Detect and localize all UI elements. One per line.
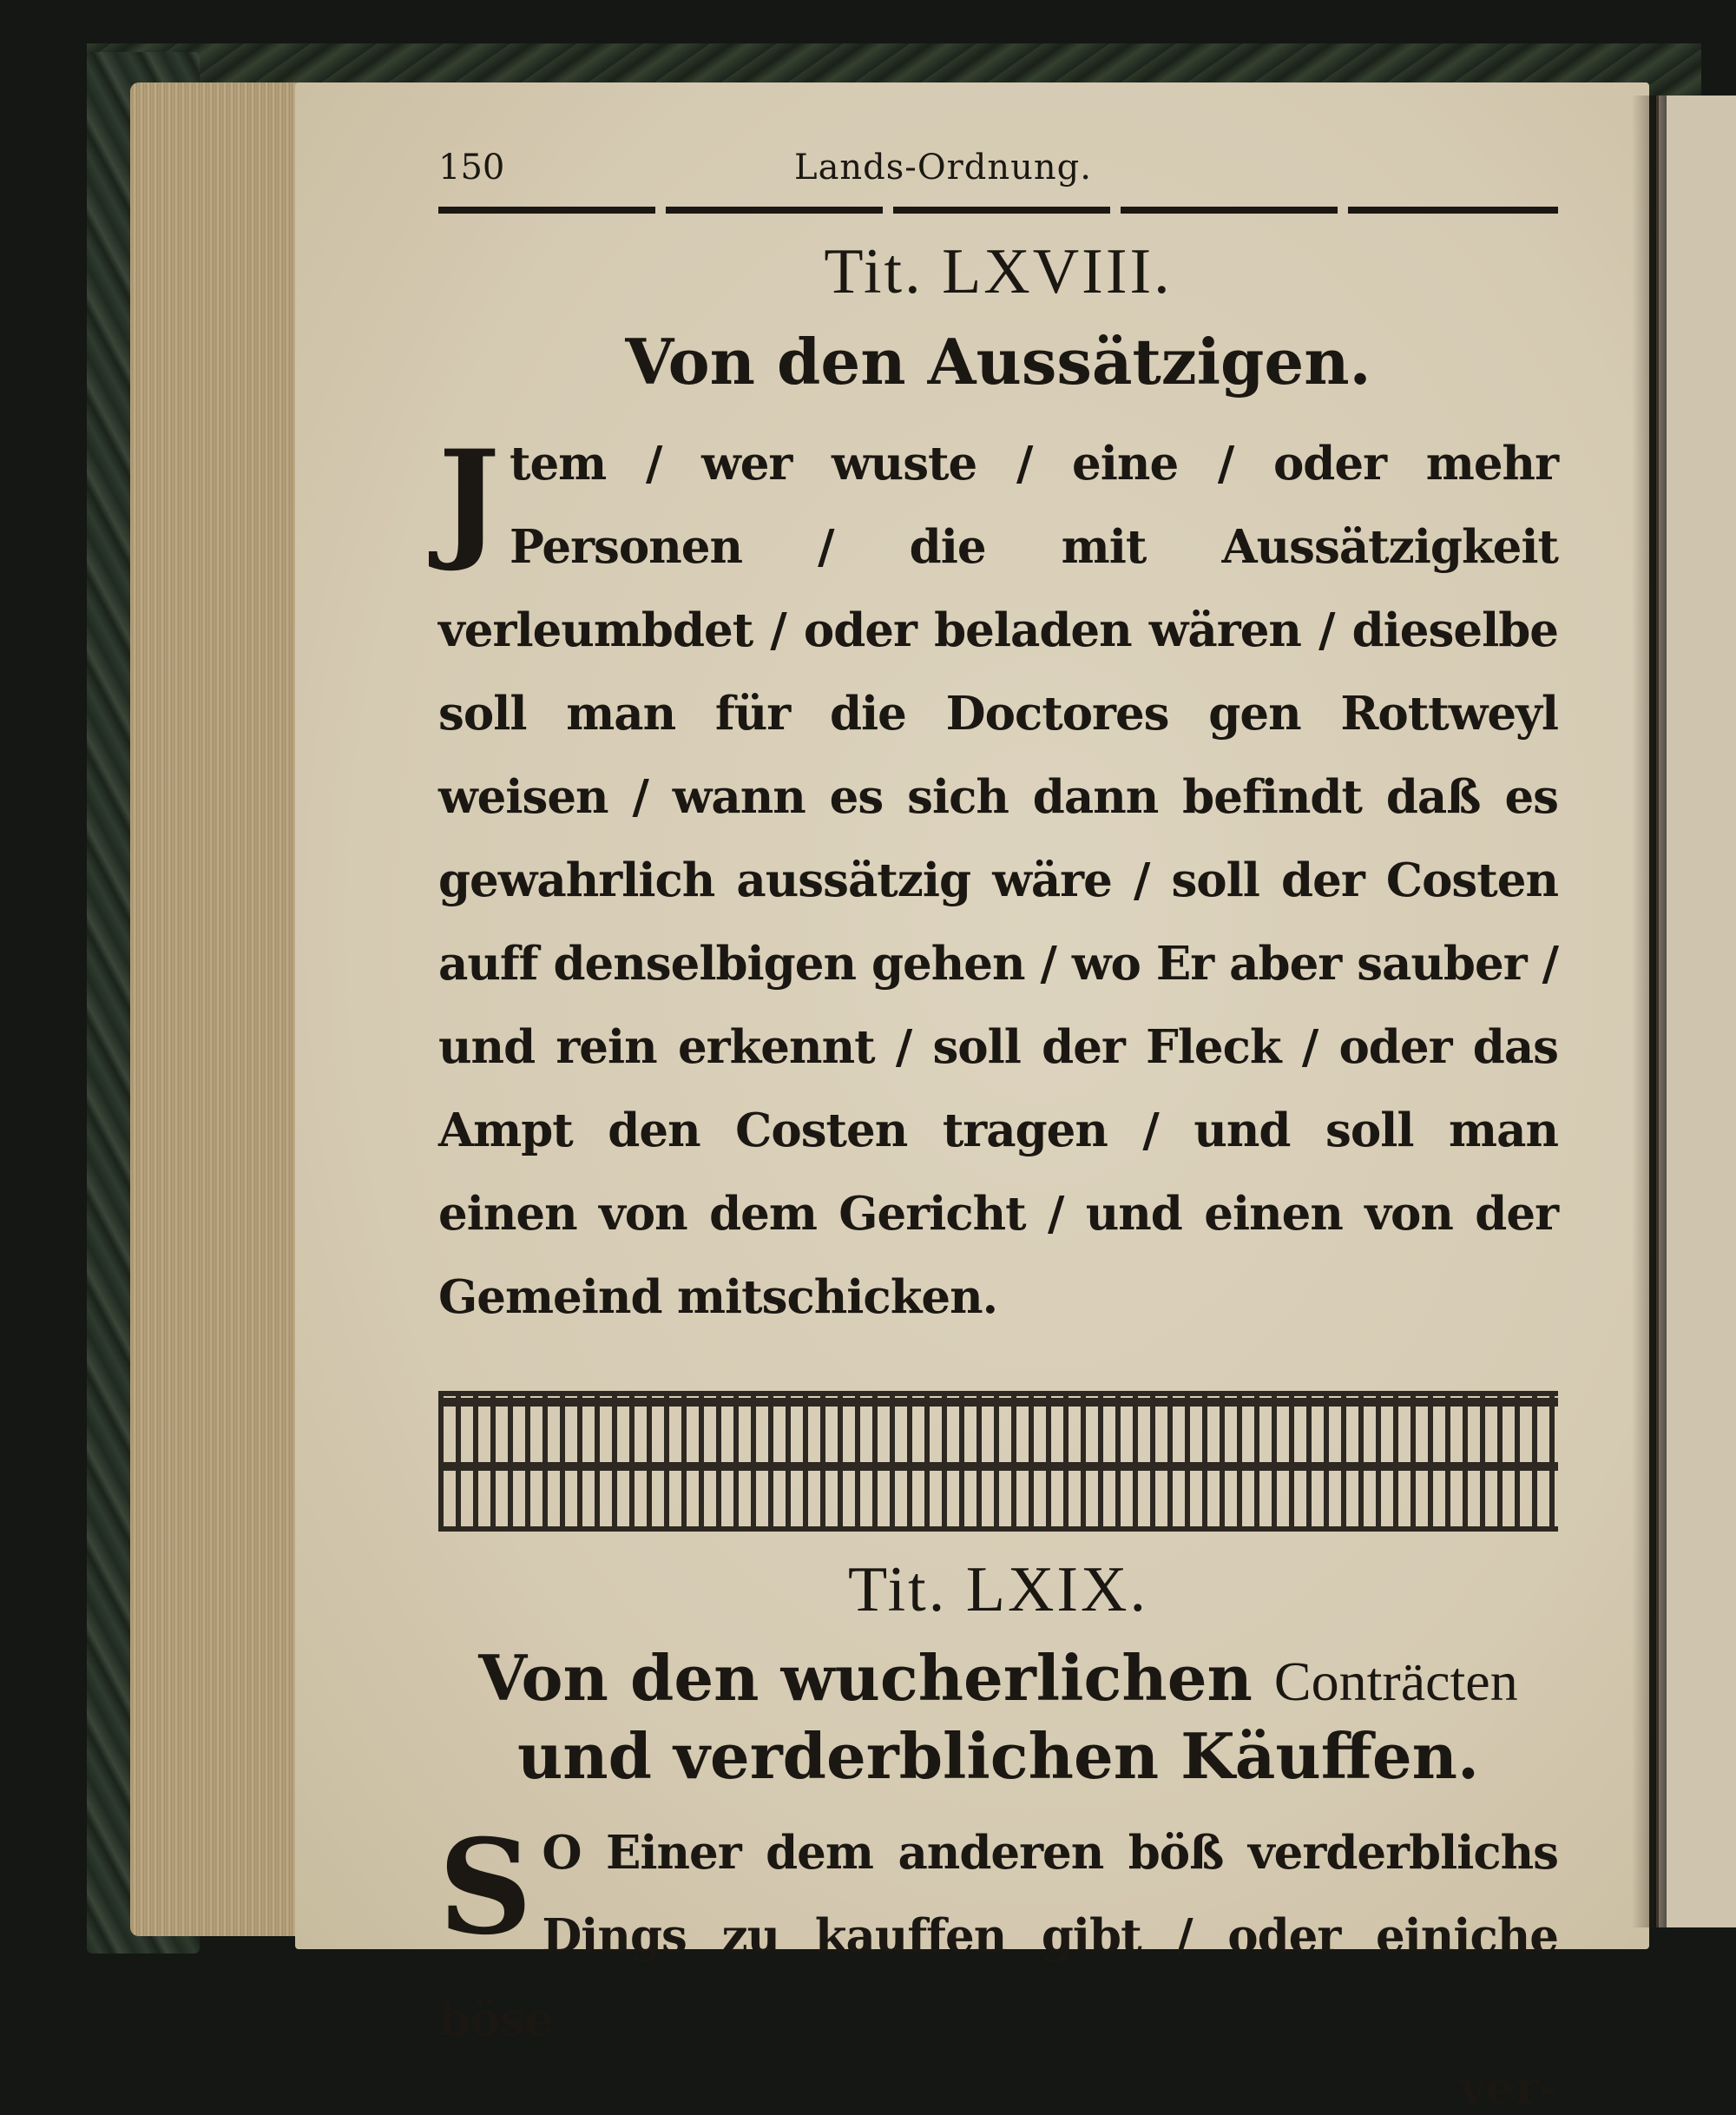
drop-cap-initial-2: S <box>438 1811 532 1965</box>
section-heading-68: Von den Aussätzigen. <box>625 325 1371 399</box>
section-body-68-text: tem / wer wuste / eine / oder mehr Personen / die mit Aussätzigkeit verleumbdet / oder beladen wären / dieselbe soll man für die Doctores gen Rottweyl weisen / wann es sich dann befindt daß es gewahrlich aussätzig wäre / soll der Costen auff denselbigen gehen / wo Er aber sauber / und rein erkennt / soll der Fleck / oder das Ampt den Costen tragen / und soll man einen von dem Gericht / und einen von der Gemeind mitschicken. <box>438 437 1558 1325</box>
section-title-69: Tit. LXIX. <box>848 1554 1148 1626</box>
catchword: ver- <box>1458 2061 1558 2115</box>
section-body-68 <box>438 422 1558 1339</box>
header-rule <box>438 207 1558 214</box>
section-heading-69-part2: und verderblichen Käuffen. <box>516 1719 1480 1794</box>
page-header <box>438 130 1558 191</box>
page-text-block <box>438 130 1558 2115</box>
ornamental-border <box>438 1391 1558 1532</box>
page-number: 150 <box>438 148 505 188</box>
page-fore-edge <box>130 82 321 1936</box>
facing-page <box>1656 96 1736 1927</box>
section-heading-69-latin: Conträcten <box>1273 1650 1518 1713</box>
section-title-68: Tit. LXVIII. <box>824 236 1173 307</box>
section-heading-69 <box>438 1639 1558 1795</box>
section-body-69 <box>438 1811 1558 2061</box>
section-heading-69-part1: Von den wucherlichen <box>478 1641 1253 1716</box>
drop-cap-initial: J <box>438 422 499 576</box>
running-head: Lands-Ordnung. <box>794 148 1092 188</box>
page-gutter <box>1632 96 1667 1927</box>
section-body-69-text: O Einer dem anderen böß verderblichs Dings zu kauffen gibt / oder einiche böse <box>438 1826 1558 2047</box>
